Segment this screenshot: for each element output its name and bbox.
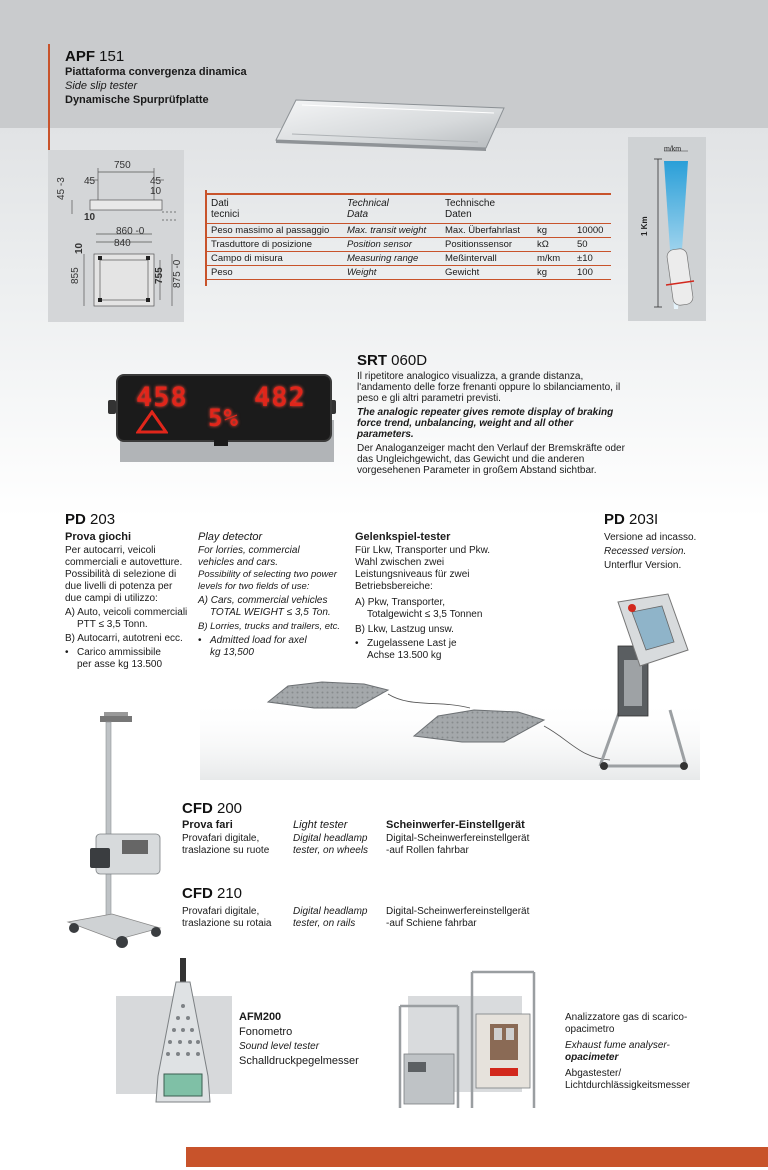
- spec-cell-unit: kΩ: [533, 238, 573, 252]
- pd203-option-b-en: B) Lorries, trucks and trailers, etc.: [198, 621, 341, 632]
- pd203i-text-it: Versione ad incasso.: [604, 532, 697, 543]
- spec-header-de: [441, 194, 533, 224]
- gas-section: [565, 1012, 690, 1092]
- apf-model: [65, 48, 247, 65]
- spec-cell-unit: kg: [533, 266, 573, 280]
- pd203-title-en: Play detector: [198, 531, 263, 543]
- cfd200-de-line: Digital-Scheinwerfereinstellgerät: [386, 833, 530, 844]
- spec-cell-de: Meßintervall: [441, 252, 533, 266]
- pd203-option-a-de: A) Pkw, Transporter,: [355, 597, 446, 608]
- dim-855: 855: [70, 267, 81, 284]
- apf-model-prefix: APF: [65, 48, 95, 65]
- cfd210-model-prefix: CFD: [182, 885, 213, 902]
- spec-header-it-line1: Dati: [211, 198, 229, 209]
- gauge-unit-label: m/km: [664, 146, 682, 153]
- pd203i-model-prefix: PD: [604, 511, 625, 528]
- pd203-bullet-en: Admitted load for axel: [210, 635, 307, 646]
- pd203-option-a-it: A) Auto, veicoli commerciali: [65, 607, 188, 618]
- cfd200-en-line: tester, on wheels: [293, 845, 369, 856]
- cfd210-en-line: tester, on rails: [293, 918, 356, 929]
- pd203-en-column: Play detector For lorries, commercial vehicles and cars. Possibility of selecting two power levels for two fields of use: A) Cars, commercial vehicles TOTAL WEIGHT ≤ 3,5 Ton. B) Lorries, trucks and trailers, etc. • Admitted load for axel kg 13,500: [198, 531, 348, 659]
- afm-model: AFM200: [239, 1011, 282, 1023]
- apf-header: [65, 48, 247, 106]
- srt-model-prefix: SRT: [357, 352, 387, 369]
- spec-cell-en: Position sensor: [343, 238, 441, 252]
- spec-cell-it: Campo di misura: [207, 252, 343, 266]
- spec-cell-de: Gewicht: [441, 266, 533, 280]
- dim-875: 875 -0: [172, 259, 183, 288]
- pd203-intro-it: Possibilità di selezione di: [65, 569, 177, 580]
- spec-cell-de: Positionssensor: [441, 238, 533, 252]
- cfd200-title-de: Scheinwerfer-Einstellgerät: [386, 819, 525, 831]
- spec-cell-it: Peso: [207, 266, 343, 280]
- spec-cell-en: Measuring range: [343, 252, 441, 266]
- spec-header-row: [207, 194, 611, 224]
- spec-cell-value: 100: [573, 266, 611, 280]
- cfd200-model-number: 200: [217, 800, 243, 817]
- pd203-title-de: Gelenkspiel-tester: [355, 531, 451, 543]
- cfd200-model: [182, 800, 242, 817]
- cfd210-model-number: 210: [217, 885, 243, 902]
- footer-bar: [186, 1147, 768, 1167]
- srt-text-en: The analogic repeater gives remote display of braking force trend, unbalancing, weight and all other parameters.: [357, 407, 614, 440]
- pd203-intro-it: Per autocarri, veicoli: [65, 545, 156, 556]
- dim-860: 860 -0: [116, 226, 145, 237]
- spec-row: [207, 224, 611, 238]
- dim-45-right: 45: [150, 176, 162, 187]
- pd203-bullet-it: Carico ammissibile: [77, 647, 161, 658]
- cfd200-it-line: traslazione su ruote: [182, 845, 270, 856]
- gas-text-it: Analizzatore gas di scarico-: [565, 1012, 688, 1023]
- spec-header-en: [343, 194, 441, 224]
- pd203-option-a-en-detail: TOTAL WEIGHT ≤ 3,5 Ton.: [210, 607, 331, 618]
- display-left-value: 458: [136, 382, 188, 413]
- spec-header-en-line2: Data: [347, 209, 369, 220]
- header-accent-line: [48, 44, 50, 154]
- apf-name-it: Piattaforma convergenza dinamica: [65, 66, 247, 78]
- pd203-intro-it: commerciali e autovetture.: [65, 557, 183, 568]
- dim-840: 840: [114, 238, 131, 249]
- apf-name-en: Side slip tester: [65, 80, 138, 92]
- pd203-intro-de: Für Lkw, Transporter und Pkw.: [355, 545, 491, 556]
- gas-analyser-image: [394, 968, 542, 1118]
- spec-cell-value: 10000: [573, 224, 611, 238]
- pd203-intro-de: Wahl zwischen zwei: [355, 557, 445, 568]
- pd203i-text-de: Unterflur Version.: [604, 560, 682, 571]
- spec-row: [207, 266, 611, 280]
- spec-header-en-line1: Technical: [347, 198, 389, 209]
- dim-45-left: 45: [84, 176, 96, 187]
- cfd200-it: [182, 833, 269, 857]
- dim-10-mid: 10: [84, 212, 96, 223]
- pd203-model-prefix: PD: [65, 511, 86, 528]
- cfd210-it: [182, 906, 272, 930]
- sound-level-meter-image: [150, 956, 214, 1106]
- spec-header-de-line2: Daten: [445, 209, 472, 220]
- pd203-option-a-it-detail: PTT ≤ 3,5 Tonn.: [77, 619, 148, 630]
- headlamp-tester-image: [60, 708, 170, 958]
- srt-text-de: Der Analoganzeiger macht den Verlauf der Bremskräfte oder das Ungleichgewicht, das Gewicht und die anderen vorgesehenen Parameter in großem Abstand sichtbar.: [357, 443, 625, 476]
- cfd200-de: [386, 833, 529, 857]
- srt-section: [357, 352, 625, 476]
- srt-text-it: Il ripetitore analogico visualizza, a grande distanza, l'andamento delle forze frenanti oppure lo sbilanciamento, il peso e gli altri parametri previsti.: [357, 371, 621, 404]
- spec-cell-it: Trasduttore di posizione: [207, 238, 343, 252]
- afm-section: [239, 1011, 359, 1067]
- dim-10-top: 10: [150, 186, 162, 197]
- pd203i-model: [604, 511, 754, 528]
- gas-text-en: Exhaust fume analyser-: [565, 1040, 670, 1051]
- gauge-scale-label: 1 Km: [640, 216, 649, 236]
- pd203-bullet-de-detail: Achse 13.500 kg: [367, 650, 442, 661]
- cfd200-title-it: Prova fari: [182, 819, 233, 831]
- cfd210-it-line: traslazione su rotaia: [182, 918, 272, 929]
- afm-text-it: Fonometro: [239, 1026, 293, 1038]
- dim-10-side: 10: [74, 242, 85, 254]
- cfd210-en-line: Digital headlamp: [293, 906, 368, 917]
- spec-cell-value: ±10: [573, 252, 611, 266]
- cfd210-it-line: Provafari digitale,: [182, 906, 260, 917]
- cfd200-en-line: Digital headlamp: [293, 833, 368, 844]
- spec-header-de-line1: Technische: [445, 198, 496, 209]
- pd203-intro-it: due livelli di potenza per: [65, 581, 173, 592]
- spec-cell-it: Peso massimo al passaggio: [207, 224, 343, 238]
- srt-display: [116, 374, 332, 442]
- gas-text-it: opacimetro: [565, 1024, 615, 1035]
- cfd200-it-line: Provafari digitale,: [182, 833, 260, 844]
- pd203i-model-number: 203I: [629, 511, 659, 528]
- cfd200-title-en: Light tester: [293, 819, 348, 831]
- spec-cell-en: Weight: [343, 266, 441, 280]
- gas-text-de: Lichtdurchlässigkeitsmesser: [565, 1080, 691, 1091]
- pd203-intro-en: Possibility of selecting two power: [198, 569, 337, 580]
- pd203-intro-en: levels for two fields of use:: [198, 581, 310, 592]
- display-right-value: 482: [254, 382, 306, 413]
- afm-text-en: Sound level tester: [239, 1041, 320, 1052]
- cfd200-de-line: -auf Rollen fahrbar: [386, 845, 469, 856]
- pd203-de-column: Gelenkspiel-tester Für Lkw, Transporter und Pkw. Wahl zwischen zwei Leistungsniveaus für zwei Betriebsbereiche: A) Pkw, Transporter, Totalgewicht ≤ 3,5 Tonnen B) Lkw, Lastzug unsw. • Zugelassene Last je Achse 13.500 kg: [355, 531, 495, 662]
- spec-header-it: [207, 194, 343, 224]
- spec-table: [207, 193, 611, 280]
- apf-name-de: Dynamische Spurprüfplatte: [65, 94, 209, 106]
- spec-row: [207, 252, 611, 266]
- pd203-option-a-en: A) Cars, commercial vehicles: [198, 595, 328, 606]
- pd203-bullet-de: Zugelassene Last je: [367, 638, 457, 649]
- pd203-intro-it: due campi di utilizzo:: [65, 593, 158, 604]
- gas-text-en: opacimeter: [565, 1052, 619, 1063]
- pd203i-text-en: Recessed version.: [604, 546, 687, 557]
- side-slip-plate-image: [272, 94, 510, 152]
- afm-text-de: Schalldruckpegelmesser: [239, 1055, 359, 1067]
- pd203-intro-en: For lorries, commercial: [198, 545, 300, 556]
- warning-triangle-icon: [136, 410, 168, 434]
- pd203-title-it: Prova giochi: [65, 531, 132, 543]
- srt-model: [357, 352, 625, 369]
- cfd210-de: [386, 906, 529, 930]
- spec-cell-en: Max. transit weight: [343, 224, 441, 238]
- cfd210-de-line: Digital-Scheinwerfereinstellgerät: [386, 906, 530, 917]
- pd203-bullet-en-detail: kg 13,500: [210, 647, 254, 658]
- pd203-option-b-de: B) Lkw, Lastzug unsw.: [355, 624, 454, 635]
- spec-cell-de: Max. Überfahrlast: [441, 224, 533, 238]
- srt-model-number: 060D: [391, 352, 428, 369]
- dim-750: 750: [114, 160, 131, 171]
- display-percent-value: 5%: [208, 404, 239, 432]
- apf-model-number: 151: [99, 48, 125, 65]
- display-connector: [214, 436, 228, 446]
- pd203i-section: [604, 511, 754, 571]
- pd203-model: [65, 511, 115, 528]
- spec-cell-unit: m/km: [533, 252, 573, 266]
- cfd200-en: [293, 833, 368, 857]
- pd203-option-b-it: B) Autocarri, autotreni ecc.: [65, 633, 183, 644]
- pd203-bullet-it-detail: per asse kg 13.500: [77, 659, 163, 670]
- gas-text-de: Abgastester/: [565, 1068, 622, 1079]
- spec-cell-value: 50: [573, 238, 611, 252]
- cfd200-model-prefix: CFD: [182, 800, 213, 817]
- pd203-intro-en: vehicles and cars.: [198, 557, 279, 568]
- pd203-intro-de: Betriebsbereiche:: [355, 581, 433, 592]
- cfd210-model: [182, 885, 242, 902]
- cfd210-en: [293, 906, 368, 930]
- spec-row: [207, 238, 611, 252]
- pd203-intro-de: Leistungsniveaus für zwei: [355, 569, 470, 580]
- spec-cell-unit: kg: [533, 224, 573, 238]
- pd203-option-a-de-detail: Totalgewicht ≤ 3,5 Tonnen: [367, 609, 483, 620]
- play-detector-illustration: [200, 590, 700, 780]
- pd203-it-column: Prova giochi Per autocarri, veicoli commerciali e autovetture. Possibilità di selezione di due livelli di potenza per due campi di utilizzo: A) Auto, veicoli commerciali PTT ≤ 3,5 Tonn. B) Autocarri, autotreni ecc. • Carico ammissibile per asse kg 13.500: [65, 531, 193, 671]
- display-bracket-left: [108, 400, 116, 414]
- cfd210-de-line: -auf Schiene fahrbar: [386, 918, 477, 929]
- pd203-model-number: 203: [90, 511, 116, 528]
- spec-header-it-line2: tecnici: [211, 209, 240, 220]
- dim-755: 755: [154, 267, 165, 284]
- dim-45-tolerance: 45 -3: [56, 177, 67, 200]
- spec-table-wrap: [207, 193, 611, 280]
